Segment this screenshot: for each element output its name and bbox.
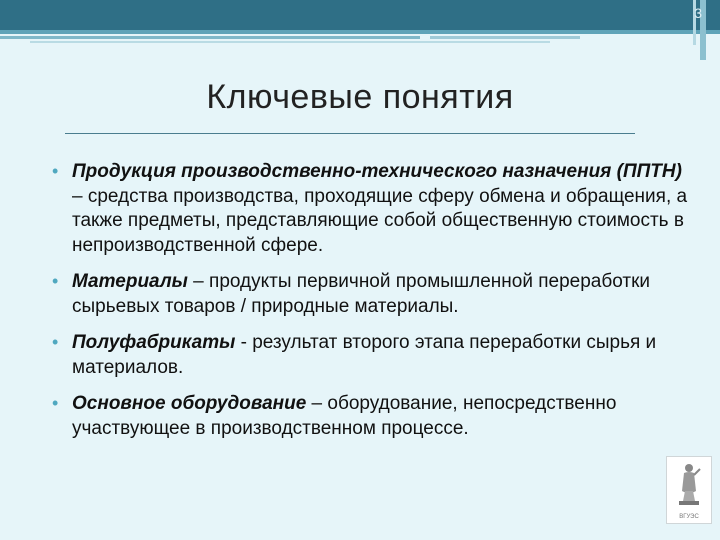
statue-icon xyxy=(667,457,711,509)
item-text: - результат второго этапа переработки сырья и материалов. xyxy=(72,332,657,378)
item-text: – оборудование, непосредственно участвующее в производственном процессе. xyxy=(72,393,617,439)
list-item xyxy=(44,392,694,441)
item-term: Основное оборудование xyxy=(72,393,307,414)
slide-number: 3 xyxy=(694,5,702,21)
logo-caption: ВГУЭС xyxy=(679,514,699,520)
bullet-icon: • xyxy=(52,271,59,291)
item-text: – средства производства, проходящие сферу обмена и обращения, а также предметы, представляющие собой общественную стоимость в непроизводственной сфере. xyxy=(72,185,688,256)
slide-title: Ключевые понятия xyxy=(206,78,514,116)
bullet-icon: • xyxy=(52,332,59,352)
item-text: – продукты первичной промышленной переработки сырьевых товаров / природные материалы. xyxy=(72,271,651,317)
list-item xyxy=(44,331,694,380)
item-term: Продукция производственно-технического назначения (ППТН) xyxy=(72,161,682,182)
item-term: Материалы xyxy=(72,271,188,292)
list-item xyxy=(44,270,694,319)
bullet-icon: • xyxy=(52,393,59,413)
list-item xyxy=(44,160,694,258)
item-term: Полуфабрикаты xyxy=(72,332,236,353)
decorative-lines xyxy=(0,34,720,48)
title-divider xyxy=(65,133,635,134)
university-emblem-icon xyxy=(666,456,712,524)
bullet-icon: • xyxy=(52,161,59,181)
header-bar xyxy=(0,0,720,30)
bullet-list xyxy=(44,160,694,453)
